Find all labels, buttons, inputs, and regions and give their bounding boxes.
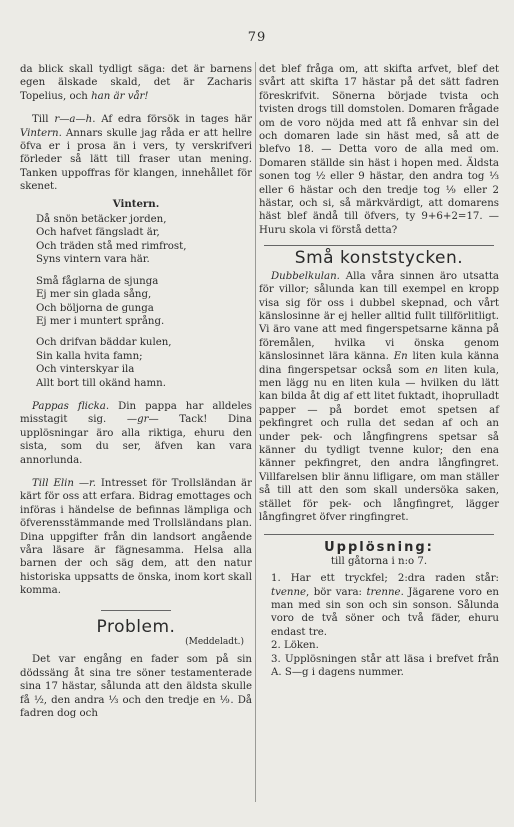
solution-text: 1. Har ett tryckfel; 2:dra raden står: [271, 573, 499, 585]
reply-poem-name: Vintern [20, 127, 59, 139]
poem-line: Syns vintern vara här. [36, 254, 150, 266]
intro-text: da blick skall tydligt säga: det är barnens egen älskade skald, det är Zacharis Topelius, och [20, 64, 252, 102]
dubbelkulan-text: liten kula känna dina fingerspetsar också som [259, 351, 499, 376]
solution-emphasis: trenne [366, 586, 401, 598]
dubbelkulan-emphasis: en [425, 364, 439, 376]
poem-line: Små fåglarna de sjunga [36, 275, 159, 287]
reply-text: — Tack! Dina upplösningar äro alla riktiga, ehuru den sista, som du ser, äfven kan vara annorlunda. [20, 414, 253, 466]
section-rule [264, 534, 494, 535]
poem-line: Sin kalla hvita famn; [36, 350, 143, 362]
solution-item-1 [259, 572, 499, 639]
dubbelkulan-text: Alla våra sinnen äro utsatta för villor; sålunda kan till exempel en kropp visa sig för oss i dubbel skepnad, och vårt känslosinne är ej heller alltid fullt tillförlitligt. Vi äro vane att med fingerspetsarne känna på föremålen, hvilka vi önska genom känslosinnet lära känna. [259, 270, 499, 363]
problem-subheading: (Meddeladt.) [185, 637, 244, 648]
dubbelkulan-title: Dubbelkulan. [271, 270, 340, 282]
poem-stanza-3 [20, 336, 252, 390]
intro-paragraph [20, 63, 252, 103]
poem-line: Och vinterskyar ila [36, 364, 135, 376]
solution-text: . Jägarene voro en man med sin son och sin sonson. Sålunda voro de två söner och två fäder, ehuru endast tre. [271, 586, 499, 638]
poem-line: Allt bort till okänd hamn. [36, 377, 166, 389]
problem-heading: Problem. [96, 616, 176, 637]
dubbelkulan-text: liten kula, men lägg nu en liten kula — hvilken du lätt kan bilda åt dig af ett litet fuktadt, ihoprulladt papper — på bordet emot spetsen af pekfingret och rulla det sedan af och an under pek- och långfingrens spetsar så känner du tydligt tvenne kulor; den ena känner pekfingret, den andra långfingret. Villfarelsen blir ännu lifligare, om man ställer så till att den som skall undersöka saken, stället för pek- och långfingret, lägger långfingret öfver ringfingret. [259, 364, 499, 523]
reply-signature: gr [137, 414, 149, 426]
section-rule [101, 610, 171, 611]
section-rule [264, 245, 494, 246]
reply-r-a-h [20, 113, 252, 193]
poem-line: Och träden stå med rimfrost, [36, 240, 187, 252]
poem-stanza-1 [20, 213, 252, 267]
column-divider [255, 62, 256, 802]
reply-text: Din pappa har alldeles misstagit sig. — [20, 400, 252, 426]
reply-till-elin [20, 477, 252, 598]
reply-text: Intresset för Trollsländan är kärt för oss att erfara. Bidrag emottages och införas i händelse de befinnas lämpliga och öfverensstämmande med Trollsländans plan. Dina uppgifter från din landsort angående våra läsare är fägnesamma. Helsa alla barnen der och säg dem, att den natur historiska uppsatts de önska, inom kort skall komma. [20, 477, 252, 597]
tricks-heading: Små konststycken. [294, 248, 464, 269]
dubbelkulan-emphasis: En [393, 351, 408, 363]
solutions-subheading: till gåtorna i n:o 7. [330, 555, 428, 567]
problem-continuation: det blef fråga om, att skifta arfvet, blef det svårt att skifta 17 hästar på det sätt fadren föreskrifvit. Sönerna började tvista och tvisten drogs till domstolen. Domaren frågade om de voro nöjda med att få enhvar sin del och domaren lade sin häst med, så att de blefvo 18. — Detta voro de alla med om. Domaren ställde sin häst i hopen med. Äldsta sonen tog ½ eller 9 hästar, den andra tog ⅓ eller 6 hästar och den tredje tog ⅑ eller 2 hästar, och si, så märkvärdigt, att domarens häst blef ändå till öfvers, ty 9+6+2=17. — Huru skola vi förstå detta? [259, 64, 499, 236]
poem-line: Ej mer sin glada sång, [36, 289, 152, 301]
page-number: 79 [247, 30, 267, 45]
poem-line: Ej mer i muntert språng. [36, 315, 165, 327]
reply-addressee: Pappas flicka. [32, 400, 110, 412]
reply-text: Till [32, 114, 55, 126]
reply-text: . Annars skulle jag råda er att hellre öfva er i prosa än i vers, ty verskrifveri förleder så lätt till fraser utan mening. Tanken uppoffras för klangen, innehållet för skenet. [20, 127, 252, 193]
poem-title: Vintern. [112, 197, 160, 210]
solution-emphasis: tvenne [271, 586, 307, 598]
poem-line: Och drifvan bäddar kulen, [36, 337, 172, 349]
poem-line: Då snön betäcker jorden, [36, 214, 167, 226]
problem-text: Det var engång en fader som på sin dödssäng åt sina tre söner testamenterade sina 17 hästar, sålunda att den äldsta skulle få ½, den andra ⅓ och den tredje en ⅑. Då fadren dog och [20, 654, 252, 720]
reply-text: . Af edra försök in tages här [92, 114, 252, 126]
poem-line: Och böljorna de gunga [36, 302, 154, 314]
dubbelkulan-paragraph [259, 270, 499, 525]
reply-pappas-flicka [20, 400, 252, 467]
intro-emphasis: han är vår! [91, 90, 149, 102]
left-column [20, 63, 252, 720]
right-column [259, 63, 499, 679]
solution-item-2: 2. Löken. [271, 640, 319, 652]
reply-addressee: r—a—h [54, 114, 93, 126]
solutions-heading: Upplösning: [324, 540, 434, 556]
solution-text: , bör vara: [306, 586, 367, 598]
solution-item-3: 3. Upplösningen står att läsa i brefvet från A. S—g i dagens nummer. [271, 653, 499, 679]
poem-stanza-2 [20, 275, 252, 329]
reply-addressee: Till Elin —r. [32, 477, 97, 489]
poem-line: Och hafvet fängsladt är, [36, 227, 160, 239]
